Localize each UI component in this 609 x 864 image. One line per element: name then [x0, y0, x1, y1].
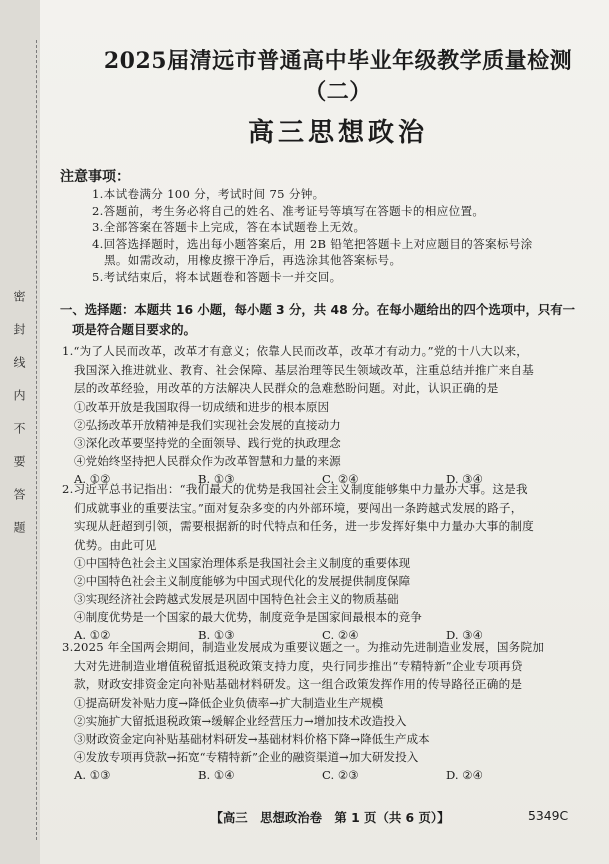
page-number-label: 【高三 思想政治卷 第 1 页（共 6 页）】: [210, 810, 450, 825]
choice-c: C. ②④: [322, 471, 359, 486]
choice-a: A. ①②: [74, 471, 111, 486]
notice-item: 2.答题前，考生务必将自己的姓名、准考证号等填写在答题卡的相应位置。: [92, 203, 485, 218]
exam-title: 2025届清远市普通高中毕业年级教学质量检测（二）: [103, 48, 573, 105]
question-3: [62, 638, 602, 784]
question-2: [62, 480, 602, 644]
statement: ②中国特色社会主义制度能够为中国式现代化的发展提供制度保障: [74, 574, 411, 588]
statement: ①中国特色社会主义国家治理体系是我国社会主义制度的重要体现: [74, 556, 411, 570]
binding-warning: 密封线内不要答题: [12, 290, 26, 554]
statement: ②实施扩大留抵退税政策→缓解企业经营压力→增加技术改造投入: [74, 713, 407, 728]
choice-c: C. ②③: [322, 767, 359, 782]
statement: ①提高研发补贴力度→降低企业负债率→扩大制造业生产规模: [74, 695, 384, 710]
question-1: [62, 342, 602, 488]
question-stem: 2.习近平总书记指出：“我们最大的优势是我国社会主义制度能够集中力量办大事。这是我 们成就事业的重要法宝。”面对复杂多变的内外部环境，要闯出一条跨越式发展的路子， 实现从赶超到引领，需要根据新的时代特点和任务，进一步发挥好集中力量办大事的制度 优势。由此可见: [62, 482, 534, 552]
notice-item: 5.考试结束后，将本试题卷和答题卡一并交回。: [92, 269, 342, 284]
choice-b: B. ①④: [198, 767, 235, 782]
statement: ④制度优势是一个国家的最大优势，制度竞争是国家间最根本的竞争: [74, 610, 422, 624]
subject-title: 高三思想政治: [247, 118, 428, 148]
answer-choices: [62, 766, 602, 784]
seal-line: [36, 40, 37, 840]
notice-item: 3.全部答案在答题卡上完成，答在本试题卷上无效。: [92, 220, 366, 234]
statement-list: [62, 398, 602, 470]
choice-a: A. ①③: [74, 767, 111, 782]
statement-list: [62, 694, 602, 766]
notice-heading: 注意事项：: [60, 169, 130, 185]
choice-c: C. ②④: [322, 628, 359, 642]
statement: ④发放专项再贷款→拓宽“专精特新”企业的融资渠道→加大研发投入: [74, 749, 419, 764]
question-stem: 1.“为了人民而改革，改革才有意义；依靠人民而改革，改革才有动力。”党的十八大以来， 我国深入推进就业、教育、社会保障、基层治理等民生领域改革，注重总结并推广来自基 层的改革经验，用改革的方法解决人民群众的急难愁盼问题。对此，认识正确的是: [62, 344, 534, 395]
binding-margin: [0, 0, 40, 864]
notice-list: [92, 186, 609, 285]
statement: ③财政资金定向补贴基础材料研发→基础材料价格下降→降低生产成本: [74, 731, 430, 746]
paper-code: 5349C: [528, 808, 569, 823]
choice-b: B. ①③: [198, 471, 235, 486]
statement: ③实现经济社会跨越式发展是巩固中国特色社会主义的物质基础: [74, 592, 399, 606]
choice-d: D. ②④: [446, 767, 484, 782]
statement: ②弘扬改革开放精神是我们实现社会发展的直接动力: [74, 417, 341, 432]
statement-list: [62, 554, 602, 626]
statement: ④党始终坚持把人民群众作为改革智慧和力量的来源: [74, 453, 341, 468]
statement: ①改革开放是我国取得一切成绩和进步的根本原因: [74, 399, 330, 414]
choice-d: D. ③④: [446, 471, 484, 486]
statement: ③深化改革要坚持党的全面领导、践行党的执政理念: [74, 435, 341, 450]
choice-b: B. ①③: [198, 628, 235, 642]
notice-item: 1.本试卷满分 100 分，考试时间 75 分钟。: [92, 187, 325, 201]
section-heading: 一、选择题：本题共 16 小题，每小题 3 分，共 48 分。在每小题给出的四个选项中，只有一 项是符合题目要求的。: [60, 302, 576, 337]
choice-a: A. ①②: [74, 628, 111, 642]
choice-d: D. ③④: [446, 628, 484, 642]
notice-item: 4.回答选择题时，选出每小题答案后，用 2B 铅笔把答题卡上对应题目的答案标号涂 黑。如需改动，用橡皮擦干净后，再选涂其他答案标号。: [92, 236, 533, 267]
question-stem: 3.2025 年全国两会期间，制造业发展成为重要议题之一。为推动先进制造业发展，国务院加 大对先进制造业增值税留抵退税政策支持力度，央行同步推出“专精特新”企业专项再贷 款，财政安排资金定向补贴基础材料研发。这一组合政策发挥作用的传导路径正确的是: [62, 640, 545, 691]
